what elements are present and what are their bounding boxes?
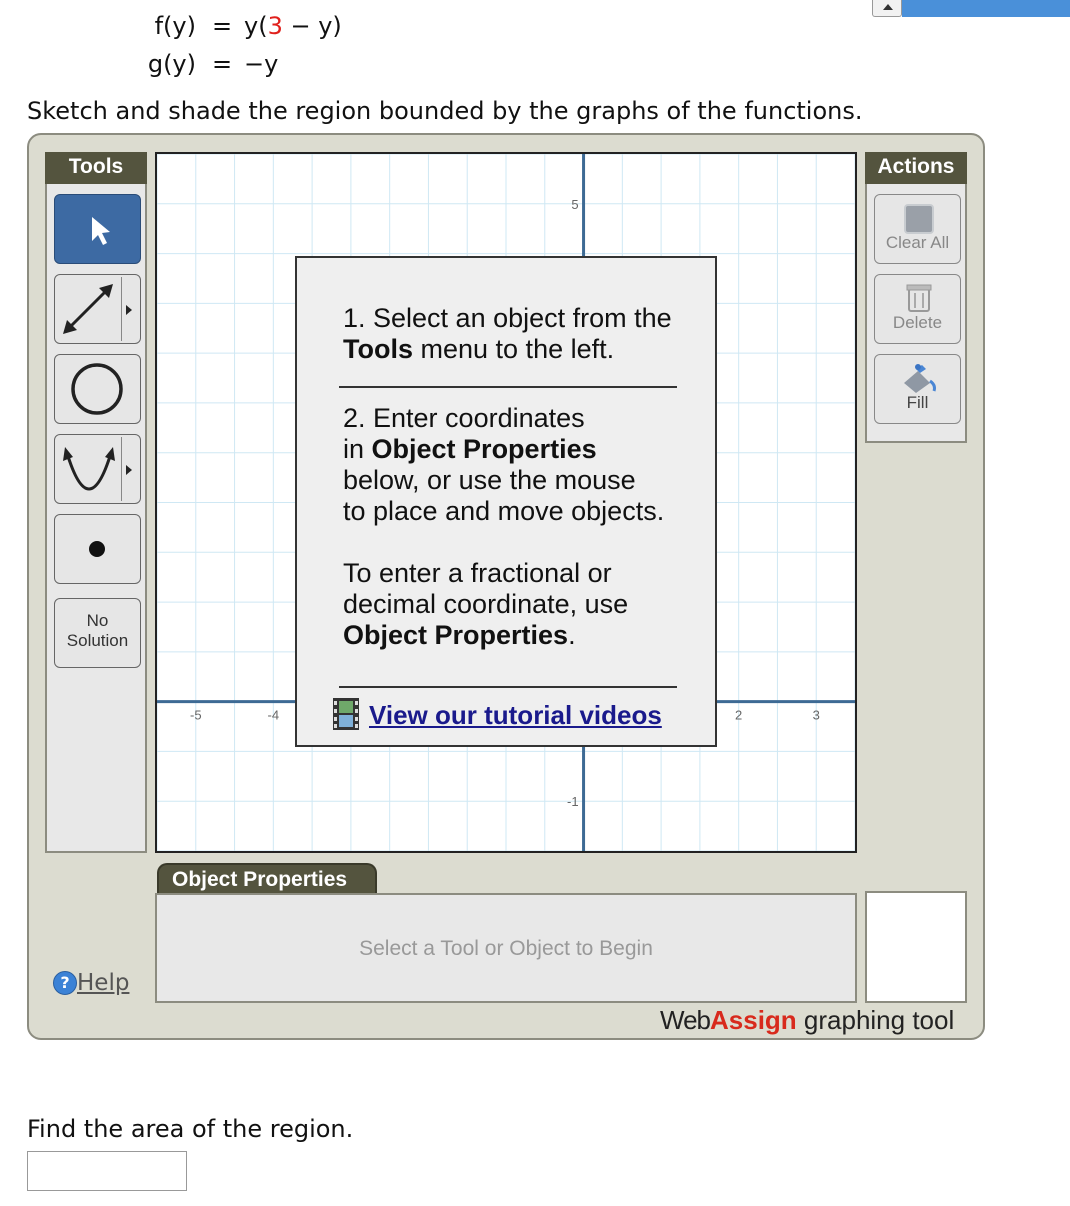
fraction-line1: To enter a fractional or xyxy=(343,558,612,588)
submenu-divider xyxy=(121,437,122,501)
divider xyxy=(339,686,677,688)
x-tick-label: 3 xyxy=(812,707,820,723)
help-icon[interactable]: ? xyxy=(53,971,77,995)
step1-bold: Tools xyxy=(343,334,413,364)
brand-rest: graphing tool xyxy=(796,1005,955,1035)
clear-all-label: Clear All xyxy=(885,233,950,252)
preview-box xyxy=(865,891,967,1003)
step1-line1: 1. Select an object from the xyxy=(343,303,672,333)
x-tick-label: 2 xyxy=(735,707,743,723)
object-properties-tab[interactable]: Object Properties xyxy=(157,863,377,896)
scroll-up-button[interactable] xyxy=(872,0,902,17)
f-rhs xyxy=(244,12,342,40)
f-rhs-constant: 3 xyxy=(267,12,283,40)
f-equals: = xyxy=(212,12,233,40)
brand-assign: Assign xyxy=(710,1005,797,1035)
parabola-tool-button[interactable] xyxy=(54,434,141,504)
clear-all-button[interactable] xyxy=(874,194,961,264)
circle-tool-button[interactable] xyxy=(54,354,141,424)
g-equals: = xyxy=(212,50,233,78)
no-solution-button[interactable] xyxy=(54,598,141,668)
point-tool-icon xyxy=(55,515,139,582)
x-tick-label: -4 xyxy=(267,707,280,723)
step2-line2 xyxy=(343,434,664,465)
f-rhs-post: − y) xyxy=(282,12,342,40)
submenu-divider xyxy=(121,277,122,341)
fraction-line2: decimal coordinate, use xyxy=(343,589,629,619)
tutorial-videos-link[interactable]: View our tutorial videos xyxy=(369,700,662,730)
brand-web: Web xyxy=(660,1005,710,1035)
step1-line2 xyxy=(343,334,672,365)
fraction-bold: Object Properties xyxy=(343,620,569,650)
step2-text xyxy=(343,403,664,527)
no-solution-label-line2: Solution xyxy=(66,631,129,650)
scrollbar-track[interactable] xyxy=(902,0,1070,17)
f-lhs: f(y) xyxy=(154,12,196,40)
step2-pre: in xyxy=(343,434,372,464)
question-text: Find the area of the region. xyxy=(27,1115,354,1143)
x-tick-label: -5 xyxy=(189,707,202,723)
tools-header: Tools xyxy=(45,152,147,184)
y-tick-label: 5 xyxy=(571,196,579,212)
function-g xyxy=(126,50,426,82)
submenu-arrow-icon[interactable] xyxy=(126,465,132,475)
delete-label: Delete xyxy=(892,313,943,332)
pointer-icon xyxy=(55,195,139,262)
fill-button[interactable] xyxy=(874,354,961,424)
instructions-overlay xyxy=(295,256,717,747)
submenu-arrow-icon[interactable] xyxy=(126,305,132,315)
circle-tool-icon xyxy=(55,355,139,422)
object-properties-panel: Select a Tool or Object to Begin xyxy=(155,893,857,1003)
g-rhs: −y xyxy=(244,50,279,78)
fraction-hint xyxy=(343,558,628,651)
help-link[interactable] xyxy=(53,970,129,996)
step2-line3: below, or use the mouse xyxy=(343,465,636,495)
actions-header: Actions xyxy=(865,152,967,184)
film-icon xyxy=(333,698,359,730)
step2-line4: to place and move objects. xyxy=(343,496,665,526)
step2-line1: 2. Enter coordinates xyxy=(343,403,585,433)
step1-text xyxy=(343,303,672,365)
no-solution-label-line1: No xyxy=(86,611,109,630)
divider xyxy=(339,386,677,388)
area-answer-input[interactable] xyxy=(27,1151,187,1191)
f-rhs-pre: y( xyxy=(244,12,268,40)
g-lhs: g(y) xyxy=(147,50,196,78)
fill-label: Fill xyxy=(906,393,929,412)
step2-bold: Object Properties xyxy=(371,434,597,464)
instruction-text: Sketch and shade the region bounded by the graphs of the functions. xyxy=(27,97,863,125)
step1-rest: menu to the left. xyxy=(413,334,615,364)
pointer-tool-button[interactable] xyxy=(54,194,141,264)
line-tool-button[interactable] xyxy=(54,274,141,344)
fraction-rest: . xyxy=(568,620,576,650)
help-label[interactable]: Help xyxy=(77,970,130,996)
webassign-brand xyxy=(660,1005,954,1036)
delete-button[interactable] xyxy=(874,274,961,344)
fraction-line3 xyxy=(343,620,628,651)
y-tick-label: -1 xyxy=(566,794,579,810)
function-f xyxy=(126,12,426,44)
point-tool-button[interactable] xyxy=(54,514,141,584)
